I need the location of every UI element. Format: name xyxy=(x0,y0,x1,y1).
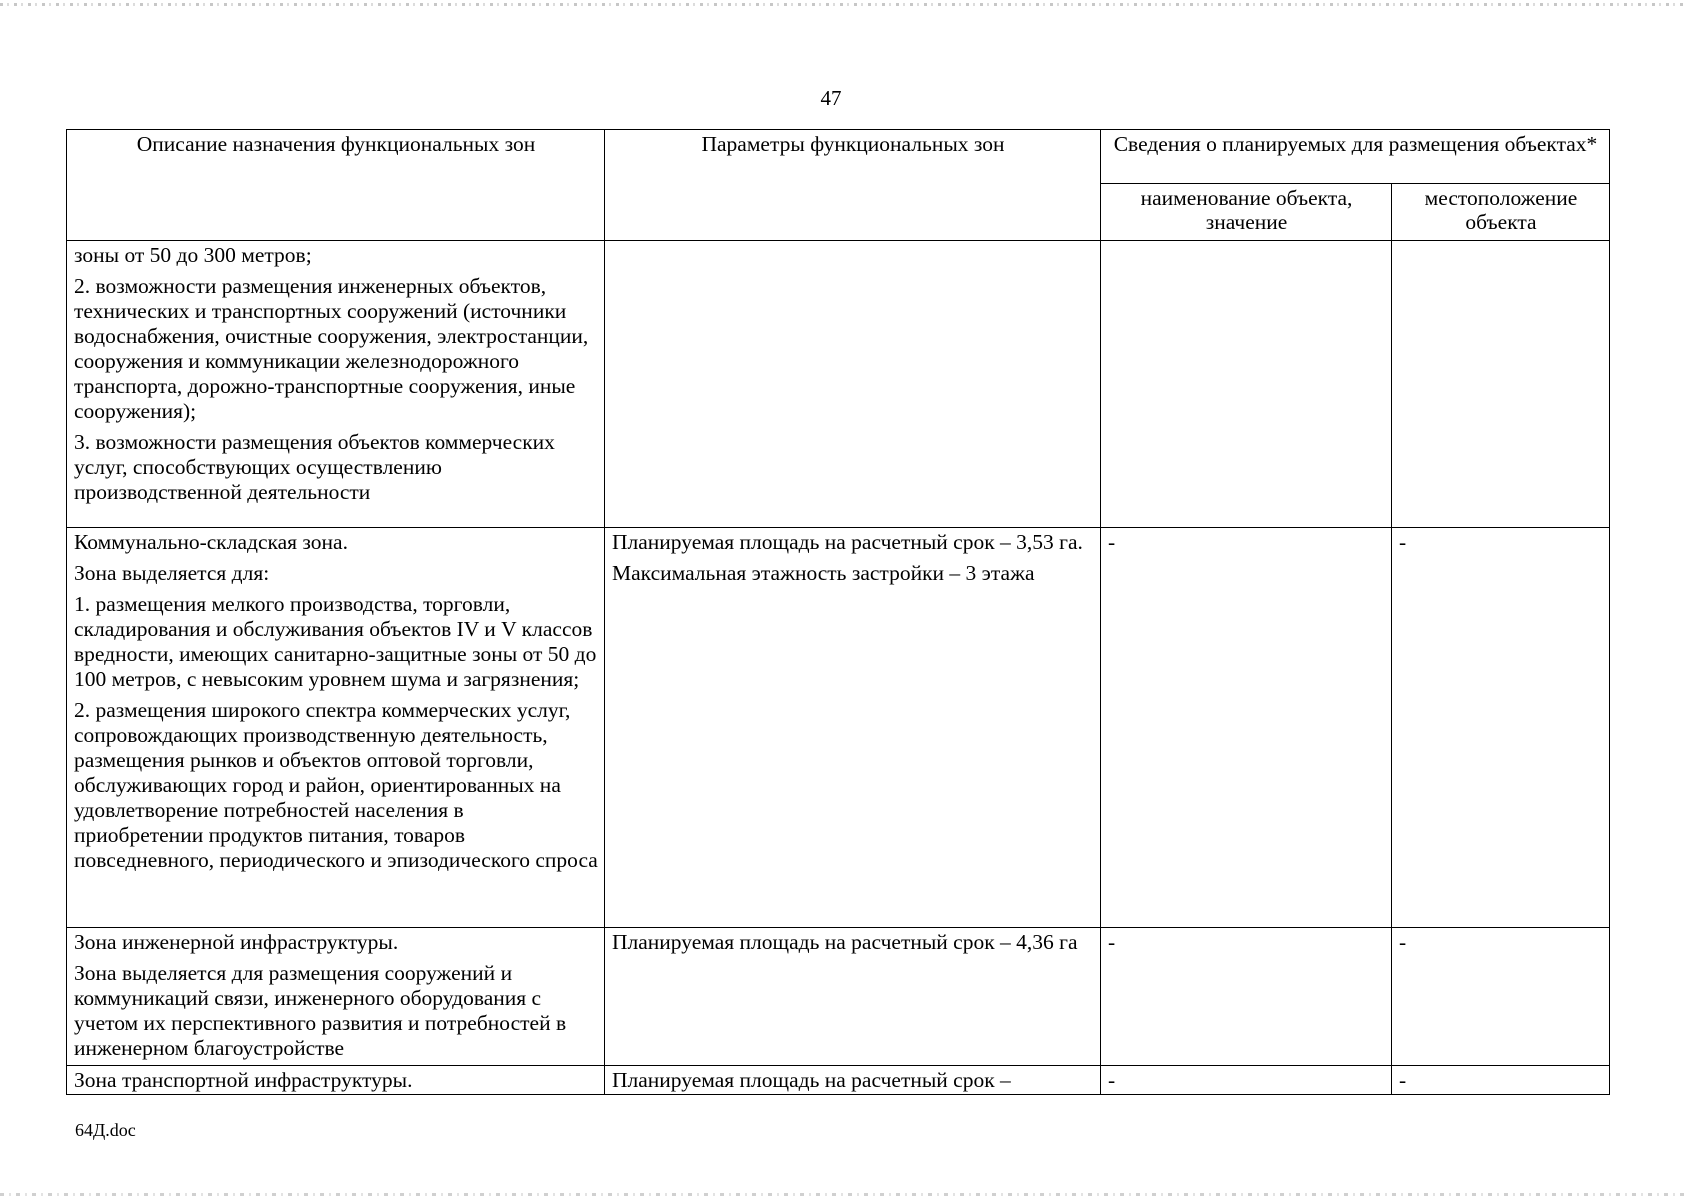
page-number: 47 xyxy=(820,86,842,110)
zone-height-text: Максимальная этажность застройки – 3 этажа xyxy=(612,561,1035,585)
header-object-location: местоположение объекта xyxy=(1392,184,1610,241)
zone-description-text: 3. возможности размещения объектов коммерческих услуг, способствующих осуществлению производственной деятельности xyxy=(74,430,555,504)
zone-area-text: Планируемая площадь на расчетный срок – 4,36 га xyxy=(612,930,1078,954)
zone-description-text: 1. размещения мелкого производства, торговли, складирования и обслуживания объектов IV и V классов вредности, имеющих санитарно-защитные зоны от 50 до 100 метров, с невысоким уровнем шума и загрязнения; xyxy=(74,592,597,691)
object-name-cell: - xyxy=(1101,928,1392,1066)
header-description: Описание назначения функциональных зон xyxy=(67,130,605,241)
zone-description-cell xyxy=(67,1066,605,1095)
object-location-cell xyxy=(1392,241,1610,528)
zone-title: Коммунально-складская зона. xyxy=(74,530,348,554)
zone-description-cell xyxy=(67,528,605,928)
zone-parameters-cell xyxy=(605,528,1101,928)
object-location-cell: - xyxy=(1392,528,1610,928)
table-row xyxy=(67,928,1610,1066)
zone-parameters-cell xyxy=(605,241,1101,528)
object-name-cell: - xyxy=(1101,1066,1392,1095)
header-parameters: Параметры функциональных зон xyxy=(605,130,1101,241)
zone-area-text: Планируемая площадь на расчетный срок – xyxy=(612,1068,1011,1092)
table-row xyxy=(67,528,1610,928)
zone-parameters-cell xyxy=(605,1066,1101,1095)
table-body xyxy=(67,241,1610,1095)
zone-description-text: Зона выделяется для размещения сооружений и коммуникаций связи, инженерного оборудования с учетом их перспективного развития и потребностей в инженерном благоустройстве xyxy=(74,961,567,1060)
zone-description-cell xyxy=(67,241,605,528)
zone-description-text: 2. размещения широкого спектра коммерческих услуг, сопровождающих производственную деятельность, размещения рынков и объектов оптовой торговли, обслуживающих город и район, ориентированных на удовлетворение потребностей населения в приобретении продуктов питания, товаров повседневного, периодического и эпизодического спроса xyxy=(74,698,598,872)
header-object-name: наименование объекта, значение xyxy=(1101,184,1392,241)
zone-description-text: зоны от 50 до 300 метров; xyxy=(74,243,312,267)
object-location-cell: - xyxy=(1392,1066,1610,1095)
header-row-top xyxy=(67,130,1610,184)
zone-description-cell xyxy=(67,928,605,1066)
header-planned-objects: Сведения о планируемых для размещения объектах* xyxy=(1101,130,1610,184)
table-row xyxy=(67,241,1610,528)
table-header xyxy=(67,130,1610,241)
zone-description-text: 2. возможности размещения инженерных объектов, технических и транспортных сооружений (источники водоснабжения, очистные сооружения, электростанции, сооружения и коммуникации железнодорожного транспорта, дорожно-транспортные сооружения, иные сооружения); xyxy=(74,274,589,423)
zone-description-text: Зона выделяется для: xyxy=(74,561,270,585)
object-name-cell xyxy=(1101,241,1392,528)
scan-edge-top xyxy=(0,3,1686,6)
document-filename: 64Д.doc xyxy=(75,1120,136,1140)
zone-parameters-cell xyxy=(605,928,1101,1066)
zone-title: Зона транспортной инфраструктуры. xyxy=(74,1068,413,1092)
zone-title: Зона инженерной инфраструктуры. xyxy=(74,930,399,954)
table-row xyxy=(67,1066,1610,1095)
zone-area-text: Планируемая площадь на расчетный срок – 3,53 га. xyxy=(612,530,1083,554)
object-name-cell: - xyxy=(1101,528,1392,928)
object-location-cell: - xyxy=(1392,928,1610,1066)
functional-zones-table xyxy=(66,129,1610,1095)
scan-edge-bottom xyxy=(0,1193,1686,1196)
